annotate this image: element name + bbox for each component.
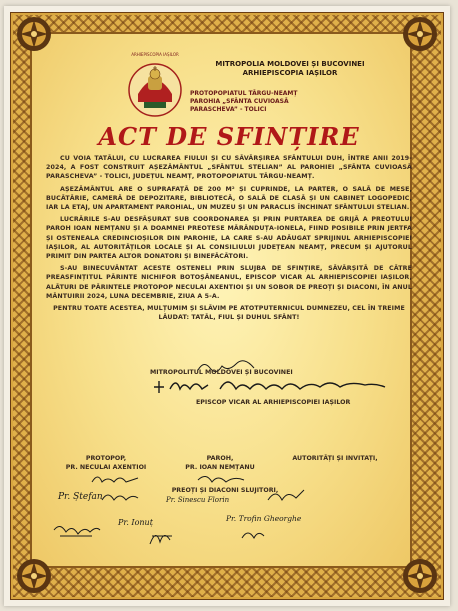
authorities-column <box>280 454 390 463</box>
metropolis-name: MITROPOLIA MOLDOVEI ȘI BUCOVINEI <box>215 60 365 68</box>
paragraph-construction: CU VOIA TATĂLUI, CU LUCRAREA FIULUI ȘI CU SĂVÂRȘIREA SFÂNTULUI DUH, ÎNTRE ANII 2019-2024, A FOST CONSTRUIT AȘEZĂMÂNTUL „SFÂNTUL STELIAN” AL PAROHIEI „SFÂNTA CUVIOASĂ PARASCHEVA” - TOLICI, JUDEȚUL NEAMȚ, PROTOPOPIATUL TÂRGU-NEAMȚ. <box>46 155 412 181</box>
handwritten-signature-1: Pr. Ștefan <box>58 492 103 502</box>
bishop-block-2 <box>196 398 436 407</box>
paragraph-works: LUCRĂRILE S-AU DESFĂȘURAT SUB COORDONAREA ȘI PRIN PURTAREA DE GRIJĂ A PREOTULUI PAROH IOAN NEMȚANU ȘI A DOAMNEI PREOTESE MĂRĂNDUȚA-IONELA, FIIND POSIBILE PRIN JERTFA ȘI OSTENEALA CREDINCIOȘILOR DIN PAROHIE, LA CARE S-AU ADĂUGAT SPRIJINUL ARHIEPISCOPIEI IAȘILOR, AL AUTORITĂȚILOR LOCALE ȘI AL CONSILIULUI JUDEȚEAN NEAMȚ, PRECUM ȘI AJUTORUL PRIMIT DIN PARTEA ALTOR DONATORI ȘI BINEFĂCĂTORI. <box>46 216 412 261</box>
bishop-signature <box>150 375 390 397</box>
document-title: ACT DE SFINȚIRE <box>98 122 360 151</box>
signature-scribble-2 <box>266 486 306 504</box>
paroh-name: PR. IOAN NEMȚANU <box>185 464 255 471</box>
paroh-signature <box>196 472 246 486</box>
protopop-signature <box>90 472 140 486</box>
signature-scribble-5 <box>238 526 268 542</box>
authorities-label: AUTORITĂȚI ȘI INVITAȚI, <box>292 455 378 462</box>
archdiocese-emblem <box>120 52 190 122</box>
signature-scribble-4 <box>146 526 176 548</box>
protopop-name: PR. NECULAI AXENTIOI <box>65 464 147 471</box>
paragraph-thanksgiving: PENTRU TOATE ACESTEA, MULȚUMIM ȘI SLĂVIM PE ATOTPUTERNICUL DUMNEZEU, CEL ÎN TREIME LĂUDAT: TATĂL, FIUL ȘI DUHUL SFÂNT! <box>53 305 405 322</box>
handwritten-signature-2: Pr. Ionuț <box>118 518 153 527</box>
parish-info <box>190 90 330 114</box>
paroh-column <box>170 454 270 472</box>
signature-scribble-3 <box>52 520 102 540</box>
bishop-title-line2: EPISCOP VICAR AL ARHIEPISCOPIEI IAȘILOR <box>196 399 351 406</box>
signature-scribble-1 <box>100 490 140 504</box>
paragraph-description: AȘEZĂMÂNTUL ARE O SUPRAFAȚĂ DE 200 M² ȘI CUPRINDE, LA PARTER, O SALĂ DE MESE, BUCĂTĂRIE, CAMERĂ DE DEPOZITARE, BIBLIOTECĂ, O SALĂ DE CLASĂ ȘI UN CABINET LOGOPEDIC, IAR LA ETAJ, UN APARTAMENT PAROHIAL, UN MUZEU ȘI UN PARACLIS ÎNCHINAT SFÂNTULUI STELIAN. <box>46 185 412 212</box>
protopop-role: PROTOPOP, <box>85 455 127 462</box>
bishop-title-line1: MITROPOLITUL MOLDOVEI ȘI BUCOVINEI <box>150 369 293 376</box>
deanery-name: PROTOPOPIATUL TÂRGU-NEAMȚ <box>190 90 298 97</box>
certificate-body <box>46 154 412 325</box>
corner-rosette-bottom-left <box>14 556 54 596</box>
paragraph-consecration: S-AU BINECUVÂNTAT ACESTE OSTENELI PRIN SLUJBA DE SFINȚIRE, SĂVÂRȘITĂ DE CĂTRE PREASFINȚITUL PĂRINTE NICHIFOR BOTOȘĂNEANUL, EPISCOP VICAR AL ARHIEPISCOPIEI IAȘILOR, ALĂTURI DE PĂRINTELE PROTOPOP NECULAI AXENTIOI ȘI UN SOBOR DE PREOȚI ȘI DIACONI, ÎN ANUL MÂNTUIRII 2024, LUNA DECEMBRIE, ZIUA A 5-A. <box>46 265 412 300</box>
emblem-caption: ARHIEPISCOPIA IAȘILOR <box>131 52 179 57</box>
corner-rosette-top-left <box>14 14 54 54</box>
handwritten-signature-4: Pr. Trofin Gheorghe <box>226 514 302 523</box>
protopop-column <box>56 454 156 472</box>
paroh-role: PAROH, <box>206 455 234 462</box>
archdiocese-name: ARHIEPISCOPIA IAȘILOR <box>242 69 338 77</box>
handwritten-signature-3: Pr. Sinescu Florin <box>166 496 230 504</box>
clergy-label: PREOȚI ȘI DIACONI SLUJITORI, <box>171 487 279 494</box>
parish-name: PAROHIA „SFÂNTA CUVIOASĂ PARASCHEVA” - TOLICI <box>190 98 289 113</box>
church-hierarchy <box>190 60 390 78</box>
corner-rosette-top-right <box>400 14 440 54</box>
corner-rosette-bottom-right <box>400 556 440 596</box>
